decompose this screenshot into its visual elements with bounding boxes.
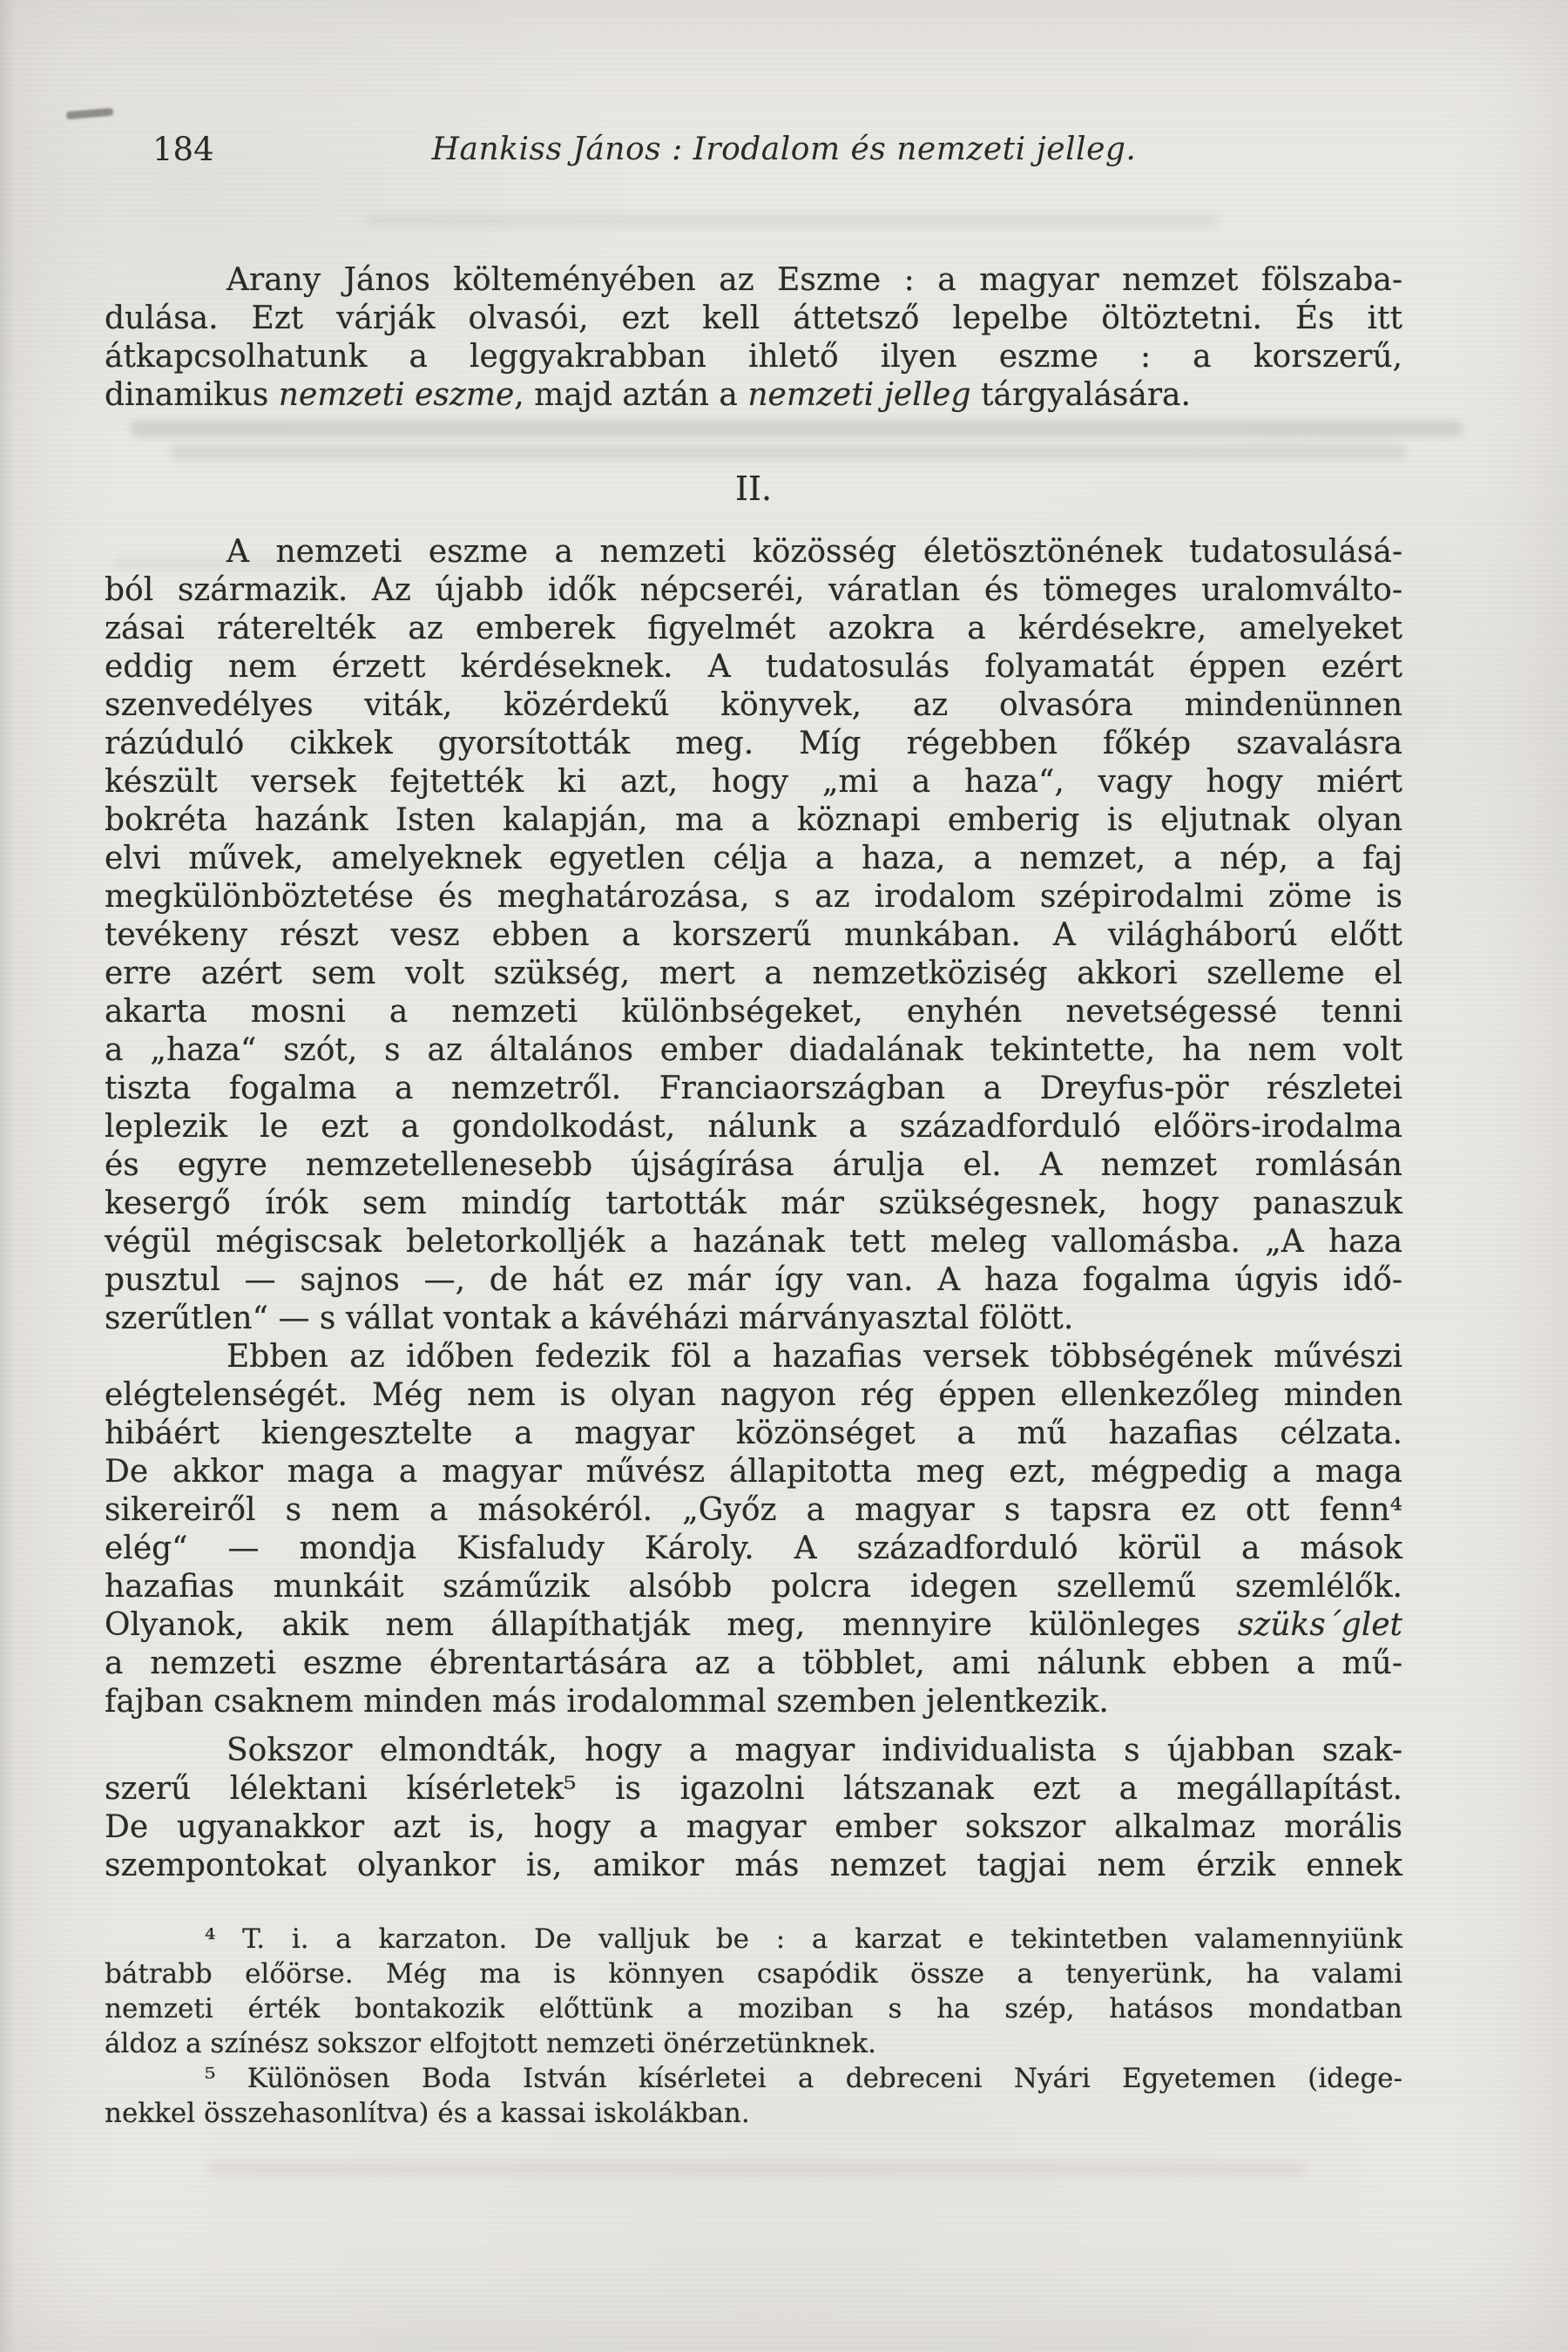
text-line: dinamikus nemzeti eszme, majd aztán a nemzeti jelleg tárgyalására.: [105, 377, 1191, 413]
paragraph: [105, 533, 1402, 1338]
text-line: tevékeny részt vesz ebben a korszerű munkában. A világháború előtt: [105, 917, 1402, 953]
paragraph: [105, 1732, 1402, 1885]
italic-phrase: nemzeti eszme: [278, 377, 515, 413]
footnote: [105, 1922, 1402, 2061]
bleedthrough-smudge: [209, 2162, 1307, 2176]
bleedthrough-smudge: [366, 214, 1220, 226]
text-line: bokréta hazánk Isten kalapján, ma a köznapi emberig is eljutnak olyan: [105, 802, 1402, 838]
text-line: megkülönböztetése és meghatározása, s az irodalom szépirodalmi zöme is: [105, 879, 1402, 915]
text-line: nekkel összehasonlítva) és a kassai iskolákban.: [105, 2098, 750, 2129]
text-line: dulása. Ezt várják olvasói, ezt kell áttetsző lepelbe öltöztetni. És itt: [105, 301, 1402, 336]
text-line: nemzeti érték bontakozik előttünk a moziban s ha szép, hatásos mondatban: [105, 1993, 1402, 2024]
text-line: a nemzeti eszme ébrentartására az a többlet, ami nálunk ebben a mű-: [105, 1646, 1402, 1681]
section-heading: II.: [734, 470, 773, 508]
footnotes-block: [105, 1922, 1402, 2131]
text-line: elég“ — mondja Kisfaludy Károly. A századforduló körül a mások: [105, 1531, 1402, 1566]
text-line: pusztul — sajnos —, de hát ez már így van. A haza fogalma úgyis idő-: [105, 1262, 1402, 1298]
text-line: zásai ráterelték az emberek figyelmét azokra a kérdésekre, amelyeket: [105, 611, 1402, 646]
page-number: 184: [152, 131, 214, 168]
text-line: ⁵ Különösen Boda István kísérletei a debreceni Nyári Egyetemen (idege-: [205, 2063, 1402, 2094]
text-line: De akkor maga a magyar művész állapitotta meg ezt, mégpedig a maga: [105, 1454, 1402, 1490]
text-line: Ebben az időben fedezik föl a hazafias versek többségének művészi: [226, 1339, 1402, 1375]
italic-phrase: szüks´glet: [1237, 1607, 1402, 1643]
text-line: és egyre nemzetellenesebb újságírása árulja el. A nemzet romlásán: [105, 1147, 1402, 1183]
text-line: átkapcsolhatunk a leggyakrabban ihlető ilyen eszme : a korszerű,: [105, 339, 1402, 375]
text-line: elégtelenségét. Még nem is olyan nagyon rég éppen ellenkezőleg minden: [105, 1377, 1402, 1413]
text-line: bátrabb előörse. Még ma is könnyen csapódik össze a tenyerünk, ha valami: [105, 1958, 1402, 1990]
text-line: rázúduló cikkek gyorsították meg. Míg régebben főkép szavalásra: [105, 726, 1402, 761]
text-line: szempontokat olyankor is, amikor más nemzet tagjai nem érzik ennek: [105, 1848, 1402, 1883]
text-line: ból származik. Az újabb idők népcseréi, váratlan és tömeges uralomválto-: [105, 572, 1402, 608]
running-title: Hankiss János : Irodalom és nemzeti jelleg.: [431, 132, 1137, 167]
text-line: szerűtlen“ — s vállat vontak a kávéházi márványasztal fölött.: [105, 1301, 1074, 1336]
text-line: elvi művek, amelyeknek egyetlen célja a haza, a nemzet, a nép, a faj: [105, 841, 1402, 876]
italic-phrase: nemzeti jelleg: [747, 377, 971, 413]
ink-mark: [66, 108, 114, 120]
text-line: leplezik le ezt a gondolkodást, nálunk a századforduló előörs-irodalma: [105, 1109, 1402, 1145]
page-body: [105, 261, 1402, 2131]
paragraph-intro: [105, 261, 1402, 415]
text-line: kesergő írók sem mindíg tartották már szükségesnek, hogy panaszuk: [105, 1186, 1402, 1221]
text-line: ⁴ T. i. a karzaton. De valljuk be : a karzat e tekintetben valamennyiünk: [205, 1923, 1402, 1955]
text-line: De ugyanakkor azt is, hogy a magyar ember sokszor alkalmaz morális: [105, 1809, 1402, 1845]
text-line: akarta mosni a nemzeti különbségeket, enyhén nevetségessé tenni: [105, 994, 1402, 1030]
text-line: fajban csaknem minden más irodalommal szemben jelentkezik.: [105, 1684, 1109, 1720]
text-line: Olyanok, akik nem állapíthatják meg, mennyire különleges szüks´glet: [105, 1607, 1402, 1643]
text-line: szenvedélyes viták, közérdekű könyvek, az olvasóra mindenünnen: [105, 687, 1402, 723]
text-line: eddig nem érzett kérdéseknek. A tudatosulás folyamatát éppen ezért: [105, 649, 1402, 685]
text-line: szerű lélektani kísérletek⁵ is igazolni látszanak ezt a megállapítást.: [105, 1771, 1402, 1807]
text-line: készült versek fejtették ki azt, hogy „mi a haza“, vagy hogy miért: [105, 764, 1402, 800]
text-line: sikereiről s nem a másokéról. „Győz a magyar s tapsra ez ott fenn⁴: [105, 1492, 1402, 1528]
text-line: A nemzeti eszme a nemzeti közösség életösztönének tudatosulásá-: [226, 534, 1402, 570]
text-line: Arany János költeményében az Eszme : a magyar nemzet fölszaba-: [226, 262, 1402, 298]
text-line: végül mégiscsak beletorkolljék a hazának tett meleg vallomásba. „A haza: [105, 1224, 1402, 1260]
text-line: hibáért kiengesztelte a magyar közönséget a mű hazafias célzata.: [105, 1416, 1402, 1451]
text-line: hazafias munkáit száműzik alsóbb polcra idegen szellemű szemlélők.: [105, 1569, 1402, 1605]
text-line: tiszta fogalma a nemzetről. Franciaországban a Dreyfus-pör részletei: [105, 1071, 1402, 1106]
text-line: erre azért sem volt szükség, mert a nemzetköziség akkori szelleme el: [105, 956, 1402, 991]
paragraph: [105, 1338, 1402, 1721]
scan-edge-shadow: [0, 0, 16, 2352]
text-line: Sokszor elmondták, hogy a magyar individualista s újabban szak-: [226, 1733, 1402, 1768]
footnote: [105, 2061, 1402, 2131]
text-line: áldoz a színész sokszor elfojtott nemzeti önérzetünknek.: [105, 2028, 877, 2059]
text-line: a „haza“ szót, s az általános ember diadalának tekintette, ha nem volt: [105, 1032, 1402, 1068]
